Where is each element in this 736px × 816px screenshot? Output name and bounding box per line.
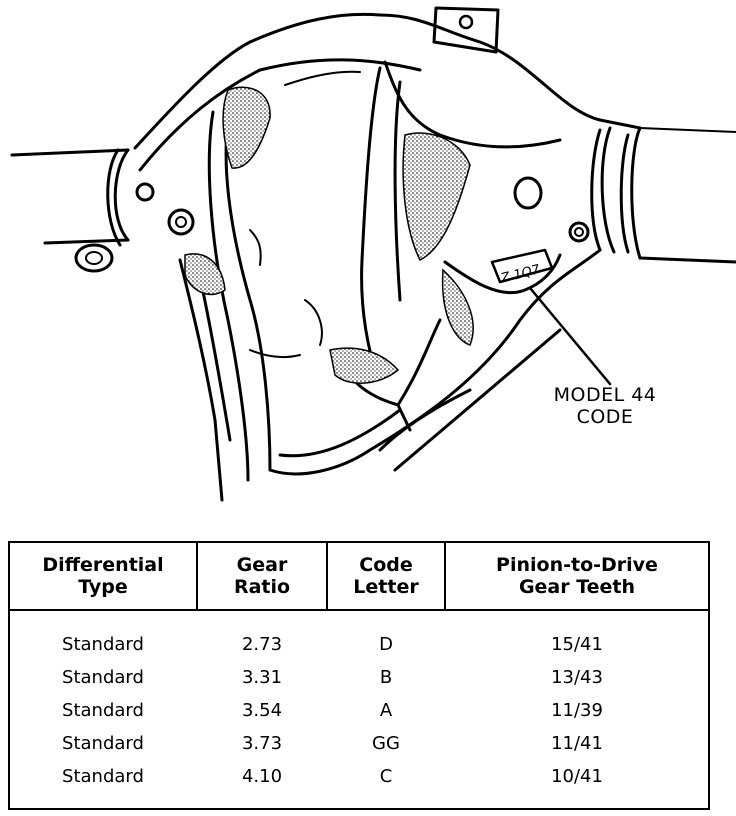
table-row	[10, 727, 708, 760]
cell-teeth: 11/39	[551, 700, 603, 721]
cell-code: D	[379, 634, 393, 655]
model-44-code-callout	[530, 384, 680, 428]
table-header	[10, 543, 708, 611]
table-body	[10, 628, 708, 793]
cell-teeth: 10/41	[551, 766, 603, 787]
gear-ratio-table	[8, 541, 710, 810]
cell-ratio: 3.31	[241, 667, 283, 688]
header-pinion-to-drive-gear-teeth: Pinion-to-Drive Gear Teeth	[496, 554, 658, 598]
header-differential-type: Differential Type	[42, 554, 164, 598]
cell-ratio: 3.54	[241, 700, 283, 721]
cell-code: B	[379, 667, 393, 688]
callout-line-1: MODEL 44	[553, 384, 657, 406]
table-row	[10, 694, 708, 727]
table-row	[10, 661, 708, 694]
cell-ratio: 2.73	[241, 634, 283, 655]
cell-teeth: 11/41	[551, 733, 603, 754]
cell-type: Standard	[62, 667, 144, 688]
table-row	[10, 760, 708, 793]
left-axle-tube	[12, 150, 128, 155]
header-code-letter: Code Letter	[353, 554, 419, 598]
cell-code: A	[379, 700, 393, 721]
callout-leader-line	[530, 288, 610, 384]
cell-code: C	[379, 766, 393, 787]
cell-ratio: 4.10	[241, 766, 283, 787]
header-gear-ratio: Gear Ratio	[233, 554, 291, 598]
cell-teeth: 15/41	[551, 634, 603, 655]
table-row	[10, 628, 708, 661]
callout-line-2: CODE	[576, 406, 634, 428]
cell-ratio: 3.73	[241, 733, 283, 754]
cell-teeth: 13/43	[551, 667, 603, 688]
cell-type: Standard	[62, 700, 144, 721]
code-stamp-text: Z 1Q7	[499, 262, 542, 287]
cell-type: Standard	[62, 733, 144, 754]
cell-type: Standard	[62, 766, 144, 787]
cell-type: Standard	[62, 634, 144, 655]
cell-code: GG	[372, 733, 400, 754]
